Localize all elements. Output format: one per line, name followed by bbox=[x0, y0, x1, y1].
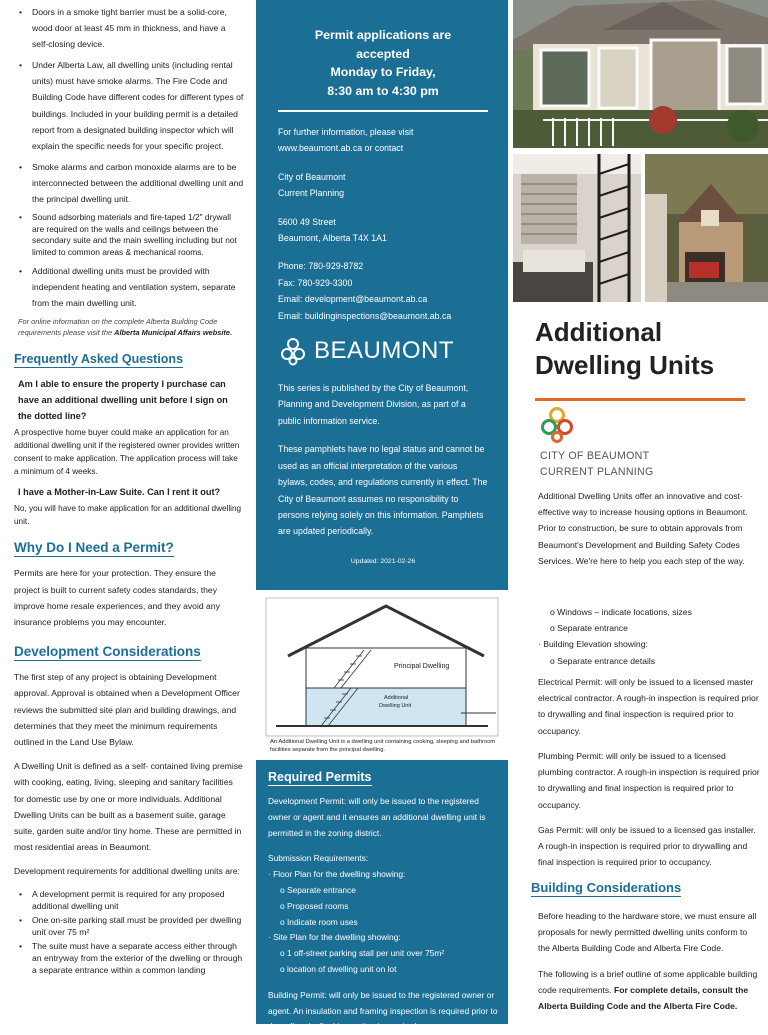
email-development[interactable]: Email: development@beaumont.ab.ca bbox=[278, 294, 428, 305]
updated-date: Updated: 2021-02-26 bbox=[350, 557, 416, 565]
list-item: • The suite must have a separate access either through an entryway from the exterior of the dwelling or through a separate entrance within a common landing bbox=[14, 940, 244, 976]
building-considerations-heading: Building Considerations bbox=[531, 880, 682, 895]
online-info-note bbox=[18, 316, 244, 338]
department-line: CURRENT PLANNING bbox=[540, 466, 654, 478]
fax-number: Fax: 780-929-3300 bbox=[278, 277, 353, 288]
list-item: o Separate entrance details bbox=[550, 655, 656, 666]
hours-line: accepted bbox=[356, 46, 410, 61]
hours-line: Monday to Friday, bbox=[330, 65, 436, 79]
diagram-caption: An Additional Dwelling Unit is a dwelling unit containing cooking, sleeping and bathroom facilities separate from the principal dwelling. bbox=[270, 739, 496, 753]
info-line: For further information, please visit bbox=[278, 127, 414, 137]
list-item: • Doors in a smoke tight barrier must be a solid-core, wood door at least 45 mm in thickness, and have a self-closing device. bbox=[14, 4, 244, 52]
interior-photo bbox=[513, 154, 641, 302]
building-permit-text: Building Permit: will only be issued to the registered owner or agent. An insulation and framing inspection is required prior to drywall and a final inspection is required bbox=[268, 989, 498, 1032]
department-name bbox=[540, 448, 654, 480]
electrical-permit-text: Electrical Permit: will only be issued to a licensed master electrical contractor. A rough-in inspection is required prior to drywalling and final inspection is required prior to occupancy. bbox=[538, 677, 759, 736]
title-line: Additional bbox=[535, 317, 663, 347]
intro-text: Additional Dwelling Units offer an innovative and cost-effective way to increase housing options in Beaumont. Prior to construction, be sure to obtain approvals from Beaumont's Development and Building Safety Codes Services. We're here to help you each step of the way. bbox=[538, 491, 748, 566]
beaumont-logo bbox=[278, 336, 488, 366]
info-text bbox=[278, 124, 488, 324]
org-line: City of Beaumont bbox=[278, 171, 346, 182]
left-panel bbox=[0, 0, 254, 1024]
contact-panel bbox=[256, 0, 508, 590]
faq-answer: No, you will have to make application for an additional dwelling unit. bbox=[14, 504, 242, 527]
title-divider bbox=[535, 398, 745, 401]
website-link[interactable]: www.beaumont.ab.ca or contact bbox=[278, 143, 404, 154]
cottage-photo bbox=[513, 0, 768, 148]
series-text: This series is published by the City of Beaumont, Planning and Development Division, as part of a public information service. bbox=[278, 383, 469, 426]
right-panel bbox=[513, 0, 768, 1024]
email-inspections[interactable]: Email: buildinginspections@beaumont.ab.ca bbox=[278, 310, 452, 321]
dev-paragraph: Development requirements for additional dwelling units are: bbox=[14, 866, 240, 877]
disclaimer-text: These pamphlets have no legal status and cannot be used as an official interpretation of the various bylaws, codes, and regulations currently in effect. The City of Beaumont assumes no responsibility to persons relying solely on this information. Pamphlets are updated periodically. bbox=[278, 444, 488, 537]
hours-line: Permit applications are bbox=[314, 28, 452, 42]
list-item: • A development permit is required for any proposed additional dwelling unit bbox=[14, 888, 244, 912]
submission-continued bbox=[538, 604, 760, 669]
required-permits-heading: Required Permits bbox=[268, 770, 372, 784]
why-permit-text: Permits are here for your protection. They ensure the project is built to current safety codes standards, they improve home resale experiences, and they avoid any insurance problems you may encounter. bbox=[14, 568, 220, 628]
dev-paragraph: The first step of any project is obtaining Development approval. Approval is obtained when a Development Officer reviews the submitted site plan and building drawings, and determines that they meet the minimum requirements outlined in the Land Use Bylaw. bbox=[14, 672, 240, 748]
list-item: o Indicate room uses bbox=[280, 916, 358, 927]
org-line: Current Planning bbox=[278, 188, 345, 199]
required-permits-panel bbox=[256, 760, 508, 1032]
building-code-outline bbox=[538, 966, 760, 1015]
department-line: CITY OF BEAUMONT bbox=[540, 450, 650, 462]
additional-unit-label: Additional bbox=[384, 695, 409, 701]
outline-text: The following is a brief outline of some applicable building code requirements. bbox=[538, 969, 758, 996]
garage-suite-photo bbox=[645, 154, 768, 302]
elevation-line: · Building Elevation showing: bbox=[538, 639, 648, 650]
brochure-title bbox=[535, 316, 714, 382]
faq-heading: Frequently Asked Questions bbox=[14, 352, 184, 367]
site-plan-line: · Site Plan for the dwelling showing: bbox=[268, 932, 401, 943]
faq-answer: A prospective home buyer could make an application for an additional dwelling unit if the registered owner provides written consent to make application. The application process will take a minimum of 4 weeks. bbox=[14, 428, 240, 477]
list-item: • Smoke alarms and carbon monoxide alarms are to be interconnected between the additional dwelling unit and the principal dwelling unit. bbox=[14, 159, 244, 207]
list-item: o 1 off-street parking stall per unit over 75m² bbox=[280, 948, 445, 959]
beaumont-color-emblem-icon bbox=[537, 404, 577, 444]
hours-line: 8:30 am to 4:30 pm bbox=[327, 83, 439, 98]
why-permit-heading: Why Do I Need a Permit? bbox=[14, 540, 174, 556]
development-permit-text: Development Permit: will only be issued to the registered owner or agent and it ensures an additional dwelling unit is permitted in the zoning district. bbox=[268, 796, 486, 838]
development-considerations-heading: Development Considerations bbox=[14, 644, 201, 660]
outline-bold-text: For complete details, consult the Alberta Building Code and the Alberta Fire Code. bbox=[538, 985, 749, 1012]
list-item: o Windows – indicate locations, sizes bbox=[550, 607, 692, 617]
plumbing-permit-text: Plumbing Permit: will only be issued to a licensed plumbing contractor. A rough-in inspection is required prior to drywalling and final inspection is required prior to occupancy. bbox=[538, 751, 760, 810]
principal-dwelling-label: Principal Dwelling bbox=[394, 663, 450, 670]
alberta-affairs-link[interactable]: Alberta Municipal Affairs website. bbox=[114, 328, 233, 338]
submission-heading: Submission Requirements: bbox=[268, 853, 369, 864]
address-line: 5600 49 Street bbox=[278, 216, 336, 227]
list-item: o Separate entrance bbox=[550, 623, 628, 634]
title-line: Dwelling Units bbox=[535, 350, 715, 380]
address-line: Beaumont, Alberta T4X 1A1 bbox=[278, 233, 387, 244]
code-bullets bbox=[14, 4, 244, 311]
divider bbox=[278, 110, 488, 112]
faq-question: Am I able to ensure the property I purchase can have an additional dwelling unit before I sign on the dotted line? bbox=[18, 379, 228, 422]
dev-paragraph: A Dwelling Unit is defined as a self- contained living premise with cooking, eating, living, sleeping and sanitary facilities for domestic use by one or more individuals. Additional Dwelling Units can be built as a basement suite, garage suite, garden suite and/or tiny home. These are permitted in most residential areas in Beaumont. bbox=[14, 761, 243, 853]
beaumont-emblem-icon bbox=[278, 336, 308, 366]
note-text: For online information on the complete Alberta Building Code requirements please visit the bbox=[18, 317, 218, 338]
floor-plan-line: · Floor Plan for the dwelling showing: bbox=[268, 869, 406, 880]
list-item: • Additional dwelling units must be provided with independent heating and ventilation system, separate from the main dwelling unit. bbox=[14, 263, 244, 311]
dev-requirements-list bbox=[14, 888, 244, 976]
list-item: o location of dwelling unit on lot bbox=[280, 963, 397, 974]
office-hours bbox=[278, 26, 488, 100]
faq-question: I have a Mother-in-Law Suite. Can I rent it out? bbox=[18, 487, 221, 498]
additional-unit-label: Dwelling Unit bbox=[379, 703, 412, 709]
list-item: • One on-site parking stall must be provided per dwelling unit over 75 m² bbox=[14, 914, 244, 938]
list-item: o Separate entrance bbox=[280, 884, 356, 895]
building-considerations-text: Before heading to the hardware store, we must ensure all proposals for newly permitted dwelling units conform to the Alberta Building Code and Alberta Fire Code. bbox=[538, 911, 757, 954]
middle-panel bbox=[256, 0, 508, 1032]
logo-wordmark: BEAUMONT bbox=[314, 337, 455, 365]
gas-permit-text: Gas Permit: will only be issued to a licensed gas installer. A rough-in inspection is required prior to drywalling and final inspection is required prior to occupancy. bbox=[538, 825, 756, 868]
dwelling-diagram bbox=[266, 598, 498, 736]
list-item: • Under Alberta Law, all dwelling units (including rental units) must have smoke alarms. The Fire Code and Building Code have different codes for different types of buildings. Included in your building permit is a detailed report from a designated building inspector which will explain the specific needs for your specific project. bbox=[14, 57, 244, 154]
list-item: • Sound adsorbing materials and fire-taped 1/2" drywall are required on the walls and ceilings between the secondary suite and the main swelling including but not limited to common areas & mechanical rooms. bbox=[14, 212, 244, 258]
phone-number: Phone: 780-929-8782 bbox=[278, 261, 364, 272]
list-item: o Proposed rooms bbox=[280, 900, 349, 911]
